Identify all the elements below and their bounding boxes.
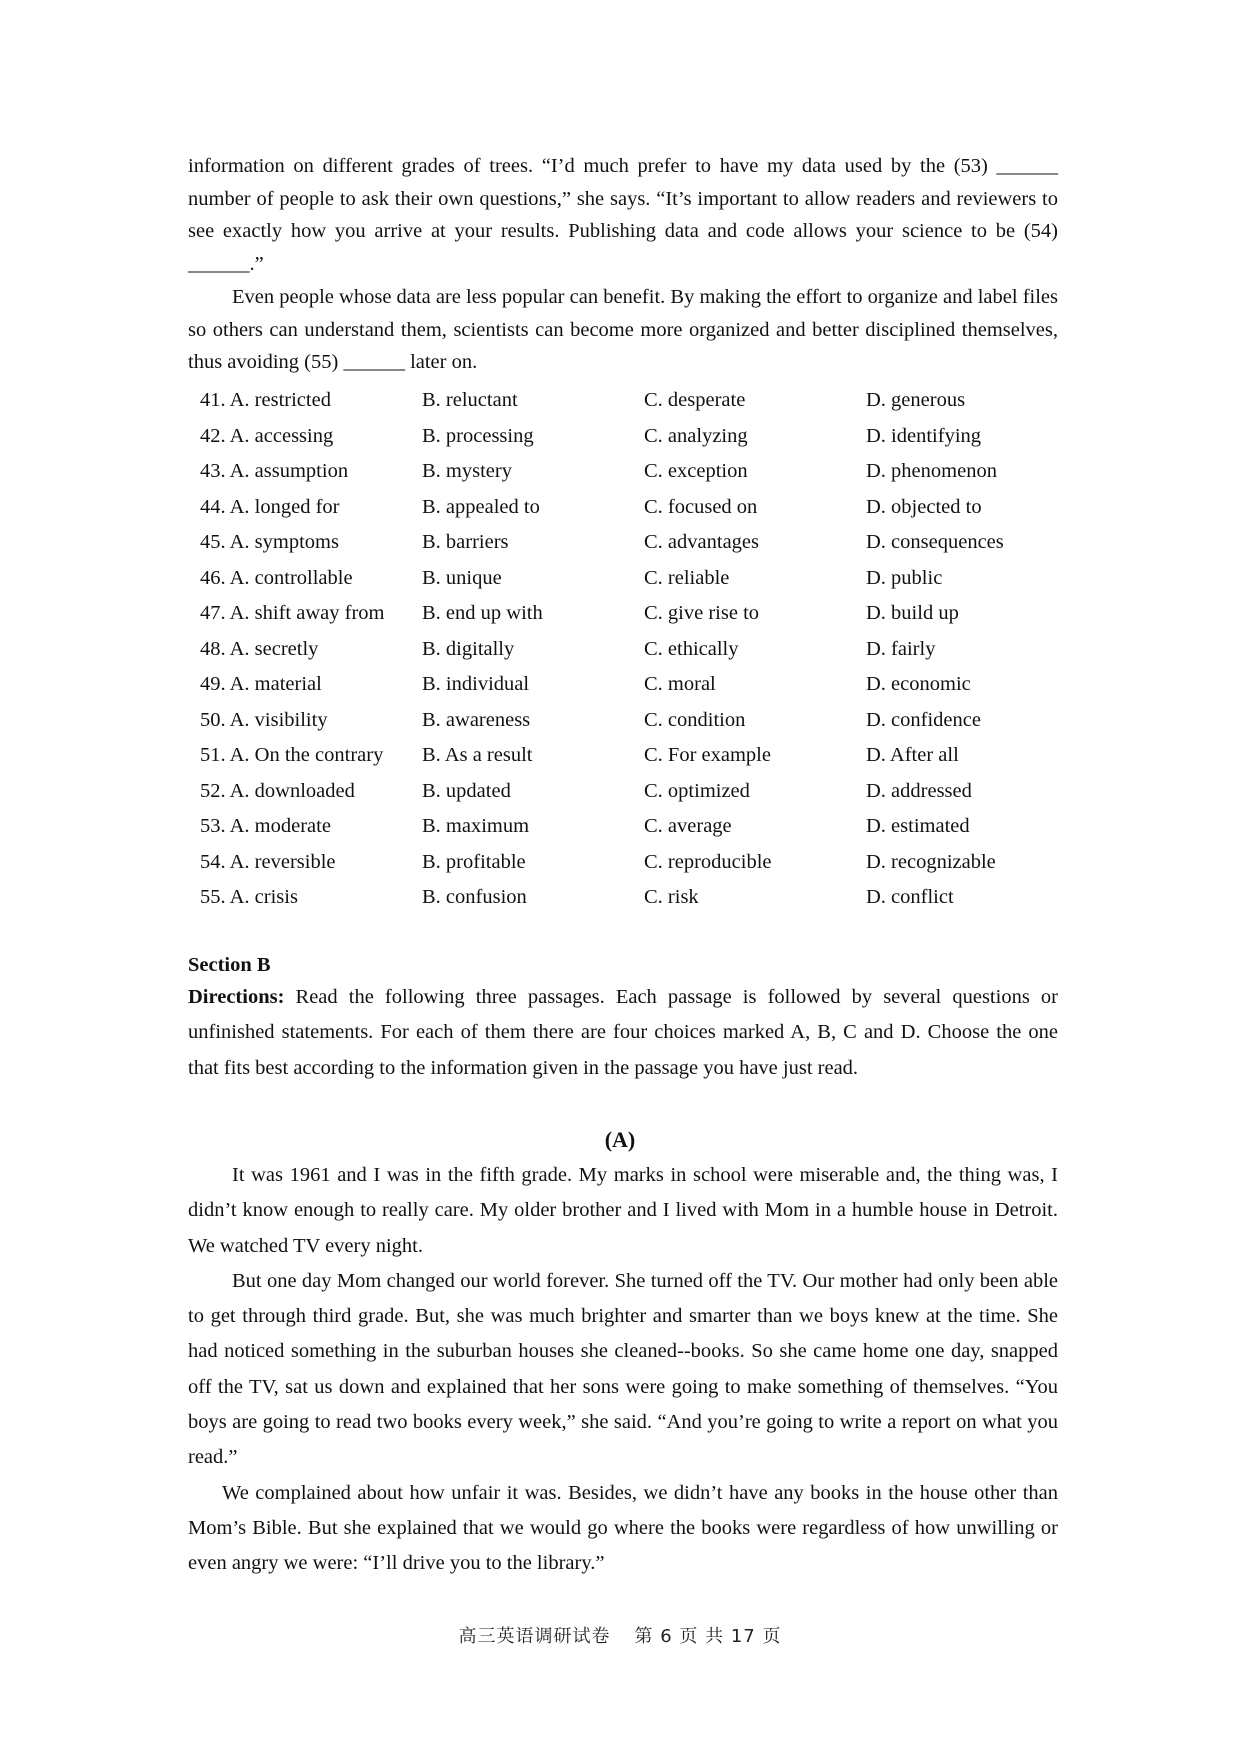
- option-b: B. appealed to: [422, 495, 540, 518]
- question-row: [200, 811, 1060, 847]
- option-d: D. conflict: [866, 886, 954, 908]
- option-c: C. For example: [644, 744, 771, 766]
- option-c: C. optimized: [644, 779, 750, 802]
- page-footer: [0, 1622, 1240, 1648]
- passage-a: [188, 1158, 1058, 1582]
- option-a: 44. A. longed for: [200, 495, 340, 518]
- option-b: B. end up with: [422, 602, 543, 624]
- option-d: D. estimated: [866, 815, 970, 837]
- option-d: D. After all: [866, 744, 959, 766]
- option-c: C. analyzing: [644, 424, 748, 447]
- question-row: [200, 705, 1060, 741]
- option-c: C. condition: [644, 708, 746, 731]
- option-a: 41. A. restricted: [200, 389, 331, 411]
- option-c: C. moral: [644, 673, 716, 695]
- option-d: D. economic: [866, 673, 971, 695]
- option-d: D. consequences: [866, 531, 1004, 553]
- option-c: C. average: [644, 815, 732, 837]
- option-c: C. focused on: [644, 495, 758, 518]
- exam-title: 高三英语调研试卷: [458, 1626, 611, 1647]
- option-a: 42. A. accessing: [200, 424, 334, 447]
- question-row: [200, 563, 1060, 599]
- directions-label: Directions:: [188, 986, 285, 1008]
- option-b: B. barriers: [422, 531, 509, 553]
- paragraph: But one day Mom changed our world forever. She turned off the TV. Our mother had only been able to get through third grade. But, she was much brighter and smarter than we boys knew at the time. She had noticed something in the suburban houses she cleaned--books. So she came home one day, snapped off the TV, sat us down and explained that her sons were going to make something of themselves. “You boys are going to read two books every week,” she said. “And you’re going to write a report on what you read.”: [188, 1269, 1058, 1469]
- question-row: [200, 385, 1060, 421]
- option-a: 50. A. visibility: [200, 708, 328, 731]
- option-b: B. digitally: [422, 637, 515, 660]
- question-row: [200, 634, 1060, 670]
- option-a: 53. A. moderate: [200, 815, 331, 837]
- directions: [188, 980, 1058, 1086]
- option-a: 49. A. material: [200, 673, 322, 695]
- paragraph: It was 1961 and I was in the fifth grade. My marks in school were miserable and, the thing was, I didn’t know enough to really care. My older brother and I lived with Mom in a humble house in Detroit. We watched TV every night.: [188, 1164, 1058, 1257]
- option-a: 52. A. downloaded: [200, 779, 355, 802]
- option-b: B. mystery: [422, 460, 512, 482]
- question-row: [200, 882, 1060, 918]
- section-b: [188, 950, 1058, 1086]
- option-a: 43. A. assumption: [200, 460, 349, 482]
- option-d: D. confidence: [866, 708, 981, 731]
- option-b: B. processing: [422, 424, 534, 447]
- option-b: B. unique: [422, 566, 502, 589]
- page-number: 第 6 页 共 17 页: [634, 1626, 782, 1647]
- option-b: B. maximum: [422, 815, 530, 837]
- option-c: C. risk: [644, 886, 699, 908]
- option-c: C. reproducible: [644, 850, 772, 873]
- section-title: Section B: [188, 954, 271, 976]
- option-d: D. objected to: [866, 495, 982, 518]
- question-row: [200, 847, 1060, 883]
- question-row: [200, 776, 1060, 812]
- question-row: [200, 598, 1060, 634]
- option-b: B. As a result: [422, 744, 533, 766]
- question-row: [200, 456, 1060, 492]
- option-d: D. phenomenon: [866, 460, 997, 482]
- option-d: D. generous: [866, 389, 966, 411]
- option-b: B. confusion: [422, 886, 527, 908]
- option-d: D. recognizable: [866, 850, 996, 873]
- option-c: C. reliable: [644, 566, 730, 589]
- option-c: C. advantages: [644, 531, 759, 553]
- answer-options: [200, 385, 1060, 918]
- option-d: D. public: [866, 566, 943, 589]
- question-row: [200, 669, 1060, 705]
- option-c: C. give rise to: [644, 602, 760, 624]
- option-a: 54. A. reversible: [200, 850, 336, 873]
- option-d: D. addressed: [866, 779, 972, 802]
- option-a: 47. A. shift away from: [200, 602, 385, 624]
- option-b: B. updated: [422, 779, 511, 802]
- option-c: C. exception: [644, 460, 748, 482]
- option-b: B. awareness: [422, 708, 531, 731]
- passage-heading: (A): [604, 1127, 636, 1152]
- question-row: [200, 421, 1060, 457]
- option-b: B. profitable: [422, 850, 526, 873]
- passage-continuation: [188, 150, 1058, 379]
- option-d: D. identifying: [866, 424, 982, 447]
- question-row: [200, 740, 1060, 776]
- paragraph: Even people whose data are less popular can benefit. By making the effort to organize and label files so others can understand them, scientists can become more organized and better disciplined themselves, thus avoiding (55) ______ later on.: [188, 285, 1058, 374]
- question-row: [200, 492, 1060, 528]
- option-c: C. ethically: [644, 637, 739, 660]
- directions-text: Read the following three passages. Each passage is followed by several questions or unfinished statements. For each of them there are four choices marked A, B, C and D. Choose the one that fits best according to the information given in the passage you have just read.: [188, 986, 1058, 1079]
- option-d: D. fairly: [866, 637, 936, 660]
- option-a: 48. A. secretly: [200, 637, 319, 660]
- option-b: B. individual: [422, 673, 530, 695]
- option-b: B. reluctant: [422, 389, 518, 411]
- paragraph: information on different grades of trees. “I’d much prefer to have my data used by the (53) ______ number of people to ask their own questions,” she says. “It’s important to allow readers and reviewers to see exactly how you arrive at your results. Publishing data and code allows your science to be (54) ______.”: [188, 155, 1058, 276]
- option-d: D. build up: [866, 602, 959, 624]
- option-c: C. desperate: [644, 389, 746, 411]
- option-a: 45. A. symptoms: [200, 531, 339, 553]
- option-a: 51. A. On the contrary: [200, 744, 384, 766]
- paragraph: We complained about how unfair it was. Besides, we didn’t have any books in the house other than Mom’s Bible. But she explained that we would go where the books were regardless of how unwilling or even angry we were: “I’ll drive you to the library.”: [188, 1481, 1058, 1575]
- option-a: 55. A. crisis: [200, 886, 298, 908]
- question-row: [200, 527, 1060, 563]
- option-a: 46. A. controllable: [200, 566, 353, 589]
